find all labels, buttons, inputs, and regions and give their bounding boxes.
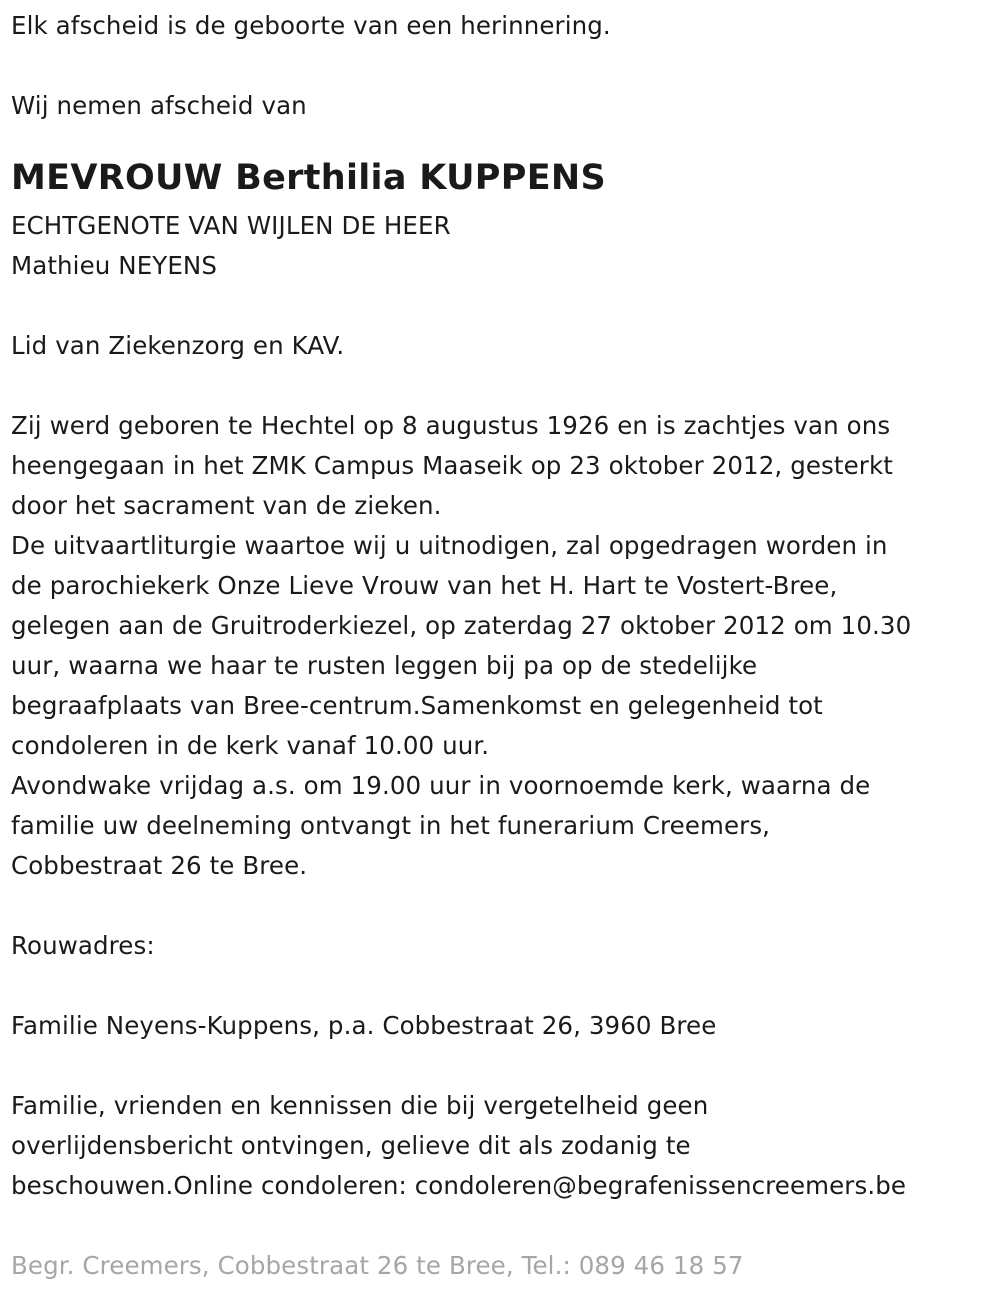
closing-line: beschouwen.Online condoleren: condoleren@begrafenissencreemers.be bbox=[11, 1171, 907, 1200]
body-line: Avondwake vrijdag a.s. om 19.00 uur in voornoemde kerk, waarna de bbox=[11, 771, 871, 800]
relation-text: ECHTGENOTE VAN WIJLEN DE HEER bbox=[11, 211, 451, 240]
spacer bbox=[11, 46, 991, 86]
body-line: heengegaan in het ZMK Campus Maaseik op 23 oktober 2012, gesterkt bbox=[11, 451, 893, 480]
intro-text: Wij nemen afscheid van bbox=[11, 91, 307, 120]
spacer bbox=[11, 286, 991, 326]
closing-line: Familie, vrienden en kennissen die bij vergetelheid geen bbox=[11, 1091, 709, 1120]
body-line: Zij werd geboren te Hechtel op 8 augustus 1926 en is zachtjes van ons bbox=[11, 411, 891, 440]
body-paragraph bbox=[11, 406, 991, 886]
spacer bbox=[11, 1206, 991, 1246]
closing-line: overlijdensbericht ontvingen, gelieve dit als zodanig te bbox=[11, 1131, 691, 1160]
body-line: uur, waarna we haar te rusten leggen bij pa op de stedelijke bbox=[11, 651, 758, 680]
membership-text: Lid van Ziekenzorg en KAV. bbox=[11, 331, 345, 360]
body-line: de parochiekerk Onze Lieve Vrouw van het H. Hart te Vostert-Bree, bbox=[11, 571, 838, 600]
spacer bbox=[11, 366, 991, 406]
death-notice bbox=[11, 6, 991, 1286]
footer-text: Begr. Creemers, Cobbestraat 26 te Bree, Tel.: 089 46 18 57 bbox=[11, 1251, 744, 1280]
body-line: condoleren in de kerk vanaf 10.00 uur. bbox=[11, 731, 490, 760]
body-line: door het sacrament van de zieken. bbox=[11, 491, 442, 520]
deceased-name: MEVROUW Berthilia KUPPENS bbox=[11, 158, 606, 198]
spacer bbox=[11, 966, 991, 1006]
opening-quote: Elk afscheid is de geboorte van een herinnering. bbox=[11, 11, 611, 40]
spouse-name: Mathieu NEYENS bbox=[11, 251, 218, 280]
body-line: De uitvaartliturgie waartoe wij u uitnodigen, zal opgedragen worden in bbox=[11, 531, 888, 560]
spacer bbox=[11, 1046, 991, 1086]
mourning-address: Familie Neyens-Kuppens, p.a. Cobbestraat 26, 3960 Bree bbox=[11, 1011, 717, 1040]
body-line: begraafplaats van Bree-centrum.Samenkomst en gelegenheid tot bbox=[11, 691, 823, 720]
body-line: familie uw deelneming ontvangt in het funerarium Creemers, bbox=[11, 811, 771, 840]
closing-paragraph bbox=[11, 1086, 991, 1206]
mourning-address-label: Rouwadres: bbox=[11, 931, 155, 960]
spacer bbox=[11, 886, 991, 926]
spacer bbox=[11, 126, 991, 150]
body-line: Cobbestraat 26 te Bree. bbox=[11, 851, 308, 880]
body-line: gelegen aan de Gruitroderkiezel, op zaterdag 27 oktober 2012 om 10.30 bbox=[11, 611, 912, 640]
